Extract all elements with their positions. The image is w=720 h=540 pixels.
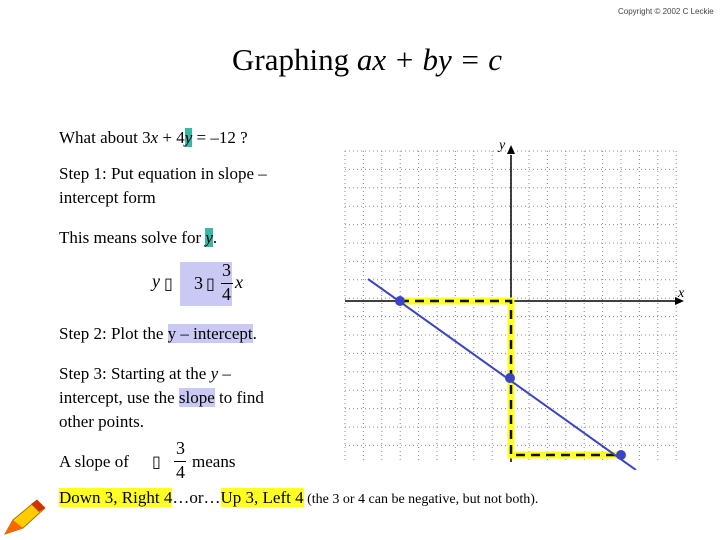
point-y-intercept — [505, 373, 515, 383]
step1-line2: intercept form — [59, 188, 156, 207]
step3-slope-highlight: slope — [178, 388, 215, 407]
slope-means-text: means — [192, 452, 236, 471]
coordinate-graph — [340, 140, 700, 470]
step2-highlight: y – intercept — [167, 324, 253, 343]
formula-denominator: 4 — [222, 284, 231, 304]
option-note: (the 3 or 4 can be negative, but not both). — [303, 492, 539, 507]
question-prefix: What about 3 — [59, 128, 151, 147]
step3-line1-suffix: – — [218, 364, 231, 383]
step3-line3: other points. — [59, 412, 144, 431]
solve-y: y — [205, 228, 213, 247]
option-connector: …or… — [172, 488, 221, 507]
option-up-left: Up 3, Left 4 — [220, 488, 304, 507]
slope-fraction — [150, 438, 194, 484]
formula-constant: 3 — [194, 273, 203, 293]
step3-line2-prefix: intercept, use the — [59, 388, 179, 407]
point-left — [395, 296, 405, 306]
point-right — [616, 450, 626, 460]
option-down-right: Down 3, Right 4 — [59, 488, 173, 507]
graph-line — [368, 279, 636, 470]
question-mid: + 4 — [158, 128, 185, 147]
step3-line2-suffix: to find — [214, 388, 264, 407]
step3-text — [59, 362, 264, 434]
slope-numerator: 3 — [176, 438, 185, 458]
step2-prefix: Step 2: Plot the — [59, 324, 168, 343]
step3-line1 — [59, 362, 264, 386]
formula-box-glyph-2: ▯ — [206, 276, 215, 293]
title-equation: ax + by = c — [356, 42, 502, 77]
solve-suffix: . — [212, 228, 218, 247]
formula-box-glyph: ▯ — [164, 276, 173, 293]
question-x: x — [150, 128, 159, 147]
copyright-text: Copyright © 2002 C Leckie — [618, 7, 714, 16]
solve-text — [59, 226, 217, 250]
title-text: Graphing — [232, 42, 357, 77]
slope-prefix-text: A slope of — [59, 452, 129, 471]
solve-prefix: This means solve for — [59, 228, 206, 247]
step2-suffix: . — [252, 324, 257, 343]
slope-box-glyph: ▯ — [152, 454, 161, 471]
formula-y: y — [152, 271, 160, 291]
slide-title — [0, 42, 720, 78]
step2-text — [59, 322, 257, 346]
pencil-icon — [3, 498, 47, 538]
step1-text — [59, 162, 267, 210]
question-text — [59, 126, 248, 150]
slope-intercept-formula — [150, 260, 260, 306]
slope-denominator: 4 — [176, 462, 185, 482]
y-axis-arrow — [507, 145, 515, 154]
x-axis-label: x — [678, 286, 685, 301]
step3-line2 — [59, 386, 264, 410]
step3-line1-prefix: Step 3: Starting at the — [59, 364, 211, 383]
step1-line1: Step 1: Put equation in slope – — [59, 164, 267, 183]
y-axis-label: y — [499, 140, 506, 153]
question-suffix: = –12 ? — [192, 128, 248, 147]
formula-numerator: 3 — [222, 260, 231, 280]
step3-line1-var: y — [210, 364, 219, 383]
question-y: y — [184, 128, 193, 147]
formula-x: x — [235, 272, 243, 292]
slope-explanation — [59, 486, 538, 512]
